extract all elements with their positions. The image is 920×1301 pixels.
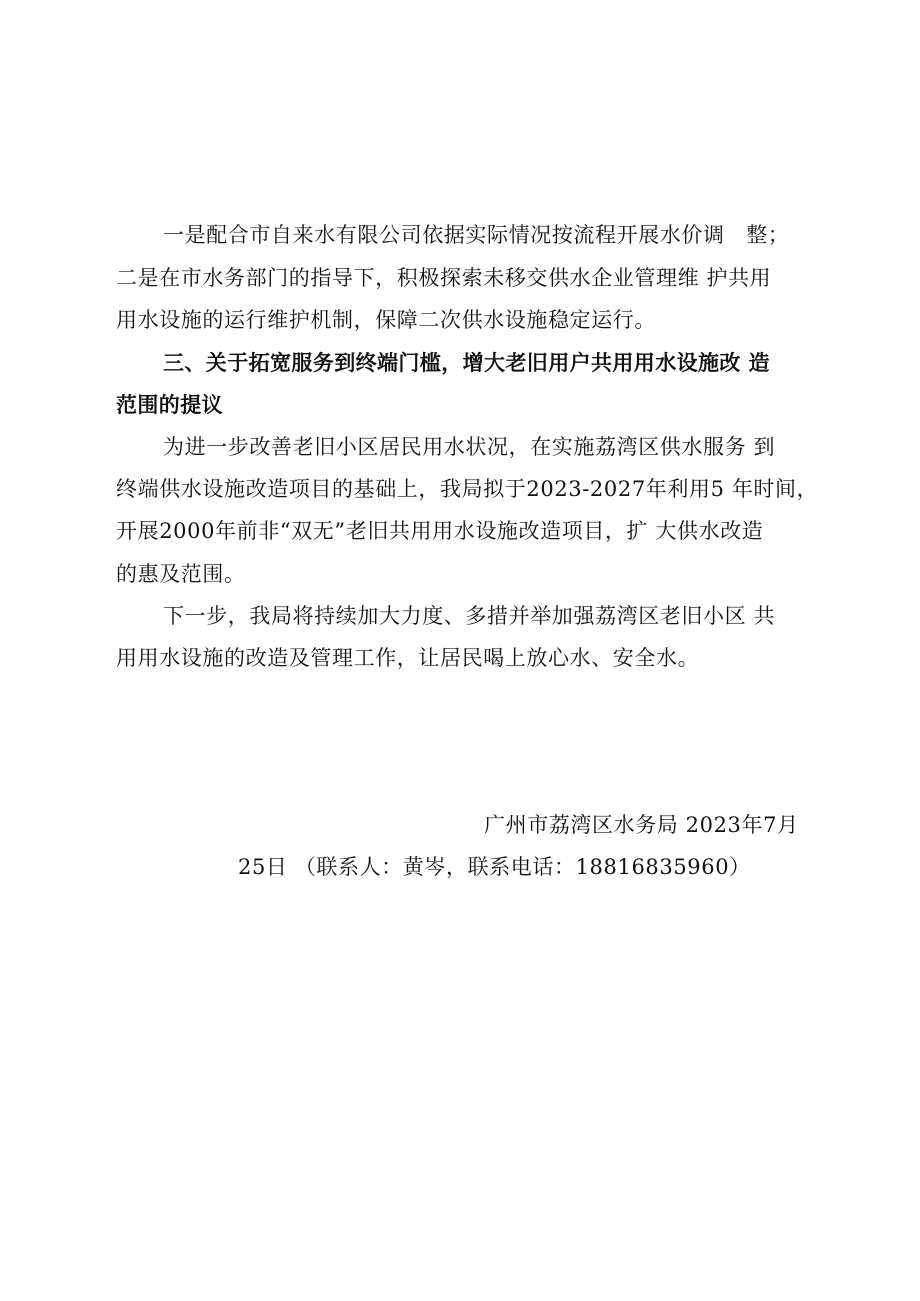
paragraph-3-line-1: 下一步，我局将持续加大力度、多措并举加强荔湾区老旧小区 共 xyxy=(163,604,776,628)
paragraph-1-line-1: 一是配合市自来水有限公司依据实际情况按流程开展水价调 整； xyxy=(163,223,790,247)
paragraph-1-line-2: 二是在市水务部门的指导下，积极探索未移交供水企业管理维 护共用 xyxy=(116,266,772,290)
section-heading-line-1: 三、关于拓宽服务到终端门槛，增大老旧用户共用用水设施改 造 xyxy=(163,351,770,375)
paragraph-2-line-2: 终端供水设施改造项目的基础上，我局拟于2023-2027年利用5 年时间， xyxy=(116,477,819,501)
signature-line-2: 25日 （联系人：黄岑，联系电话：18816835960） xyxy=(238,855,751,879)
paragraph-2-line-1: 为进一步改善老旧小区居民用水状况，在实施荔湾区供水服务 到 xyxy=(163,435,776,459)
paragraph-3-line-2: 用用水设施的改造及管理工作，让居民喝上放心水、安全水。 xyxy=(116,646,700,670)
signature-line-1: 广州市荔湾区水务局 2023年7月 xyxy=(484,813,799,837)
section-heading-line-2: 范围的提议 xyxy=(116,393,223,417)
paragraph-2-line-3: 开展2000年前非“双无”老旧共用用水设施改造项目，扩 大供水改造 xyxy=(116,519,764,543)
paragraph-1-line-3: 用水设施的运行维护机制，保障二次供水设施稳定运行。 xyxy=(116,308,656,332)
paragraph-2-line-4: 的惠及范围。 xyxy=(116,562,246,586)
